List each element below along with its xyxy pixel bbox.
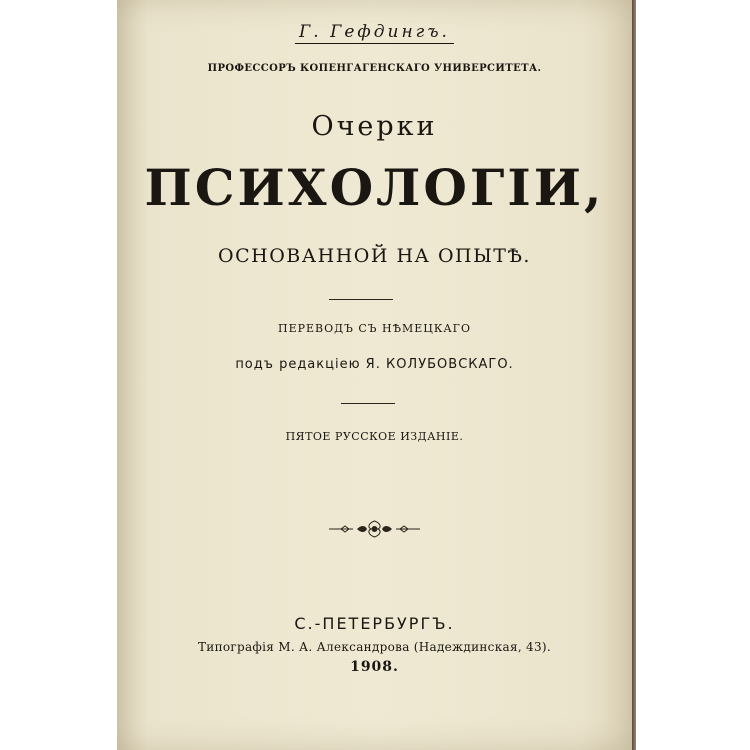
author-title: ПРОФЕССОРЪ КОПЕНГАГЕНСКАГО УНИВЕРСИТЕТА. bbox=[207, 63, 542, 74]
editor-line: подъ редакціею Я. КОЛУБОВСКАГО. bbox=[235, 357, 514, 372]
author-name bbox=[117, 22, 632, 42]
book-edge bbox=[632, 0, 636, 750]
edition-note: ПЯТОЕ РУССКОЕ ИЗДАНІЕ. bbox=[285, 430, 464, 443]
divider-rule-2 bbox=[341, 403, 395, 404]
translation-note: ПЕРЕВОДЪ СЪ НѢМЕЦКАГО bbox=[278, 322, 471, 335]
title-line-3: ОСНОВАННОЙ НА ОПЫТѢ. bbox=[218, 245, 531, 267]
imprint-city: С.-ПЕТЕРБУРГЪ. bbox=[294, 614, 455, 633]
imprint-printer: Типографія М. А. Александрова (Надеждинская, 43). bbox=[197, 640, 552, 654]
ornament-icon bbox=[327, 517, 422, 541]
title-line-1: Очерки bbox=[311, 111, 438, 142]
divider-rule-1 bbox=[329, 299, 393, 300]
imprint-year: 1908. bbox=[350, 659, 399, 675]
author-name-text: Г. Гефдингъ. bbox=[295, 22, 454, 44]
title-line-2: ПСИХОЛОГІИ, bbox=[144, 158, 605, 217]
